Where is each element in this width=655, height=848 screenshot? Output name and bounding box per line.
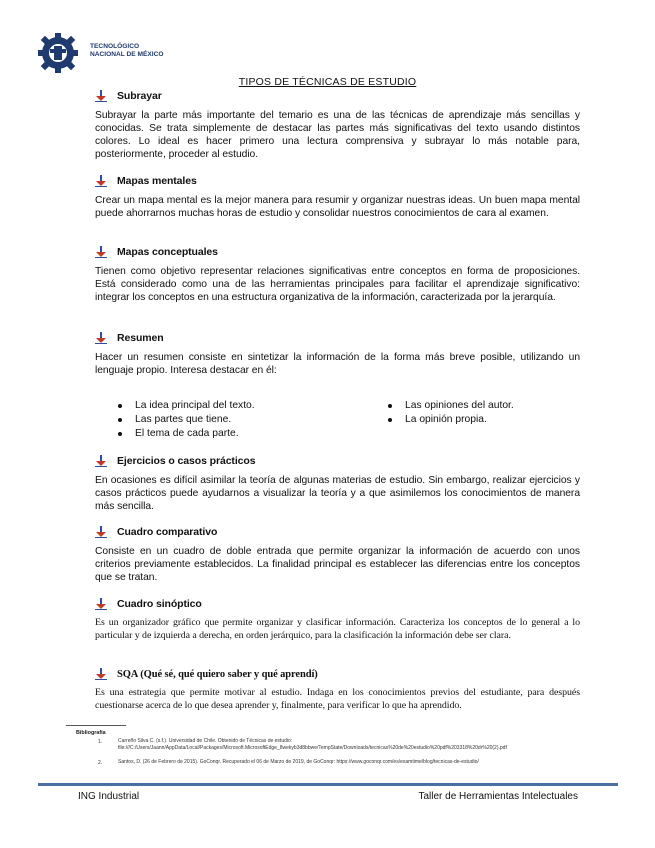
- section-text: En ocasiones es difícil asimilar la teoría de algunas materias de estudio. Sin embargo, realizar ejercicios y casos prácticos puede ayudarnos a visualizar la teoría y a que asimilemos los conocimientos de manera más sencilla.: [95, 475, 580, 512]
- section-heading: SQA (Qué sé, qué quiero saber y qué aprendí): [95, 668, 580, 680]
- section-text: Crear un mapa mental es la mejor manera para resumir y organizar nuestras ideas. Un buen mapa mental puede ahorrarnos muchas horas de estudio y consolidar nuestros conocimientos de cara al examen.: [95, 195, 580, 219]
- section-heading: Subrayar: [95, 90, 580, 102]
- arrow-down-icon: [95, 90, 107, 102]
- gear-logo-icon: [38, 32, 82, 74]
- section-resumen: [95, 332, 580, 377]
- list-item: La idea principal del texto.: [115, 399, 255, 413]
- section-cuadro-sinoptico: [95, 598, 580, 642]
- arrow-down-icon: [95, 246, 107, 258]
- list-item: Las partes que tiene.: [115, 413, 255, 427]
- section-heading: Cuadro comparativo: [95, 526, 580, 538]
- bib-entry: Carreño Silva C. (s.f.). Universidad de Chile. Obtenido de Técnicas de estudio: file:///C:/Users/Jaann/AppData/Local/Packages/Microsoft.MicrosoftEdge_8wekyb3d8bbwe/TempState/Downloads/tecnicas%20de%20estudio%20pdf%203318%20dr%20(2).pdf: [118, 738, 507, 751]
- arrow-down-icon: [95, 332, 107, 344]
- bib-number: 2.: [98, 760, 103, 766]
- resumen-bullets-left: [115, 399, 255, 441]
- footer-divider: [38, 783, 618, 786]
- section-cuadro-comparativo: [95, 526, 580, 584]
- arrow-down-icon: [95, 668, 107, 680]
- footer-left: ING Industrial: [78, 791, 140, 802]
- section-heading: Resumen: [95, 332, 580, 344]
- section-text: Consiste en un cuadro de doble entrada que permite organizar la información de acuerdo con unos criterios previamente establecidos. La finalidad principal es establecer las diferencias entre los conceptos que se tratan.: [95, 546, 580, 583]
- bib-entry: Santos, D. (26 de Febrero de 2015). GoConqr. Recuperado el 06 de Marzo de 2019, de GoConqr: https://www.goconqr.com/es/examtime/blog/tecnicas-de-estudio/: [118, 759, 479, 765]
- list-item: La opinión propia.: [385, 413, 514, 427]
- document-title: TIPOS DE TÉCNICAS DE ESTUDIO: [238, 76, 417, 88]
- section-ejercicios: [95, 455, 580, 513]
- section-heading: Mapas mentales: [95, 175, 580, 187]
- section-heading: Cuadro sinóptico: [95, 598, 580, 610]
- arrow-down-icon: [95, 175, 107, 187]
- bibliography-title: Bibliografía: [76, 730, 106, 736]
- section-text: Es un organizador gráfico que permite organizar y clasificar información. Caracteriza los conceptos de lo general a lo particular y de izquierda a derecha, en orden jerárquico, para la clasificación la información debe ser clara.: [95, 617, 580, 641]
- list-item: Las opiniones del autor.: [385, 399, 514, 413]
- logo-text: TECNOLÓGICO NACIONAL DE MÉXICO: [90, 43, 164, 58]
- list-item: El tema de cada parte.: [115, 427, 255, 441]
- section-text: Es una estrategia que permite motivar al estudio. Indaga en los conocimientos previos del estudiante, para después cuestionarse acerca de lo que desea aprender y, finalmente, para verificar lo que ha aprendido.: [95, 687, 580, 711]
- section-mapas-conceptuales: [95, 246, 580, 304]
- section-heading: Mapas conceptuales: [95, 246, 580, 258]
- bibliography: [76, 730, 106, 736]
- footnote-divider: [66, 725, 126, 726]
- section-subrayar: [95, 90, 580, 161]
- section-text: Tienen como objetivo representar relaciones significativas entre conceptos en forma de proposiciones. Está considerado como una de las herramientas principales para facilitar el aprendizaje significativo: integrar los conceptos en una estructura organizativa de la información, caracterizada por la jerarquía.: [95, 266, 580, 303]
- resumen-bullets-right: [385, 399, 514, 427]
- arrow-down-icon: [95, 455, 107, 467]
- section-sqa: [95, 668, 580, 712]
- tecnm-logo: [38, 32, 164, 74]
- section-text: Hacer un resumen consiste en sintetizar la información de la forma más breve posible, utilizando un lenguaje propio. Interesa destacar en él:: [95, 352, 580, 376]
- section-heading: Ejercicios o casos prácticos: [95, 455, 580, 467]
- section-text: Subrayar la parte más importante del temario es una de las técnicas de aprendizaje más sencillas y conocidas. Se trata simplemente de destacar las partes más significativas del texto usando distintos colores. Lo ideal es hacer primero una lectura comprensiva y subrayar lo más notable para, posteriormente, proceder al estudio.: [95, 110, 580, 160]
- section-mapas-mentales: [95, 175, 580, 220]
- arrow-down-icon: [95, 598, 107, 610]
- arrow-down-icon: [95, 526, 107, 538]
- footer-right: Taller de Herramientas Intelectuales: [418, 791, 578, 802]
- bib-number: 1.: [98, 739, 103, 745]
